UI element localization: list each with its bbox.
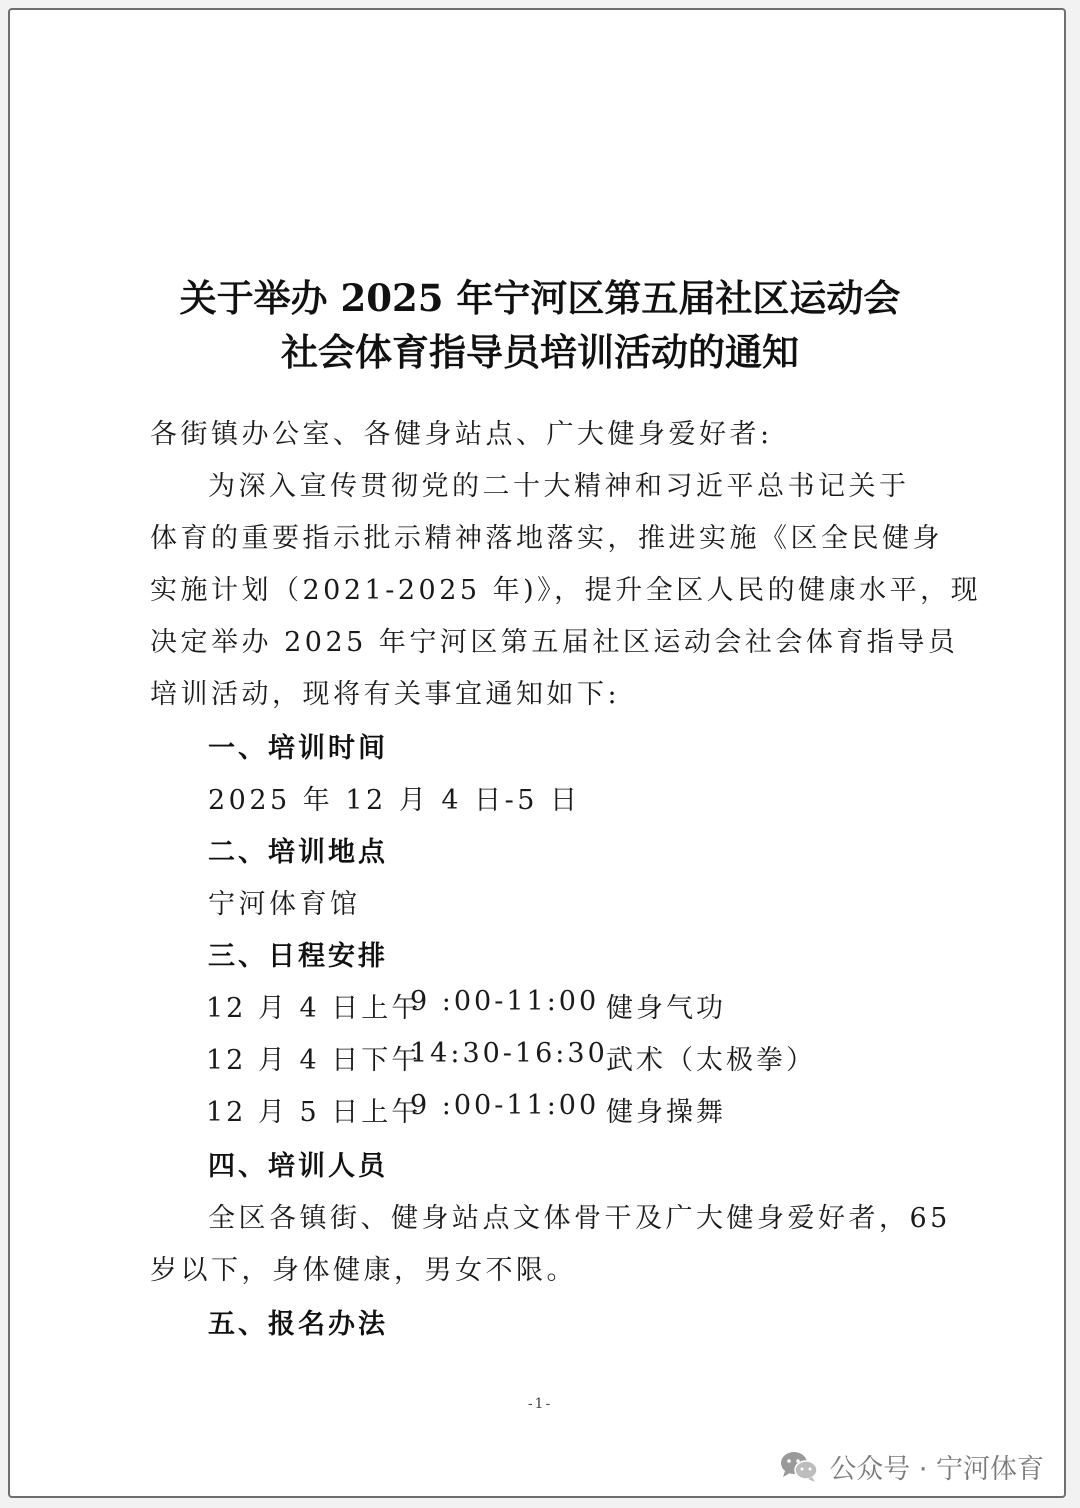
schedule-when: 12 月 4 日下午 [206,1045,422,1076]
schedule-time: 9 :00-11:00 [410,986,600,1017]
schedule-activity: 武术（太极拳） [606,1045,816,1076]
schedule-time: 14:30-16:30 [410,1038,608,1069]
section-heading-participants: 四、培训人员 [208,1151,388,1182]
watermark [779,1446,1044,1486]
section-heading-schedule: 三、日程安排 [208,941,388,972]
training-date: 2025 年 12 月 4 日-5 日 [208,785,581,816]
participants-line: 岁以下，身体健康，男女不限。 [150,1255,577,1286]
schedule-activity: 健身操舞 [606,1097,726,1128]
wechat-icon [779,1449,819,1483]
section-heading-time: 一、培训时间 [208,733,388,764]
page-number: -1- [527,1396,553,1412]
intro-line: 决定举办 2025 年宁河区第五届社区运动会社会体育指导员 [150,627,959,658]
participants-line: 全区各镇街、健身站点文体骨干及广大健身爱好者，65 [208,1203,951,1234]
schedule-activity: 健身气功 [606,993,726,1024]
schedule-time: 9 :00-11:00 [410,1090,600,1121]
section-heading-location: 二、培训地点 [208,837,388,868]
training-location: 宁河体育馆 [208,889,361,920]
watermark-text: 公众号 · 宁河体育 [829,1453,1044,1485]
schedule-when: 12 月 4 日上午 [206,993,422,1024]
section-heading-registration: 五、报名办法 [208,1309,388,1340]
intro-line: 培训活动，现将有关事宜通知如下: [150,679,621,710]
intro-line: 为深入宣传贯彻党的二十大精神和习近平总书记关于 [208,471,910,502]
document-title-line-1: 关于举办 2025 年宁河区第五届社区运动会 [179,276,901,320]
salutation: 各街镇办公室、各健身站点、广大健身爱好者: [150,419,773,450]
schedule-when: 12 月 5 日上午 [206,1097,422,1128]
intro-line: 实施计划（2021-2025 年)》，提升全区人民的健康水平，现 [150,575,982,606]
document-title-line-2: 社会体育指导员培训活动的通知 [281,330,799,374]
intro-line: 体育的重要指示批示精神落地落实，推进实施《区全民健身 [150,523,943,554]
